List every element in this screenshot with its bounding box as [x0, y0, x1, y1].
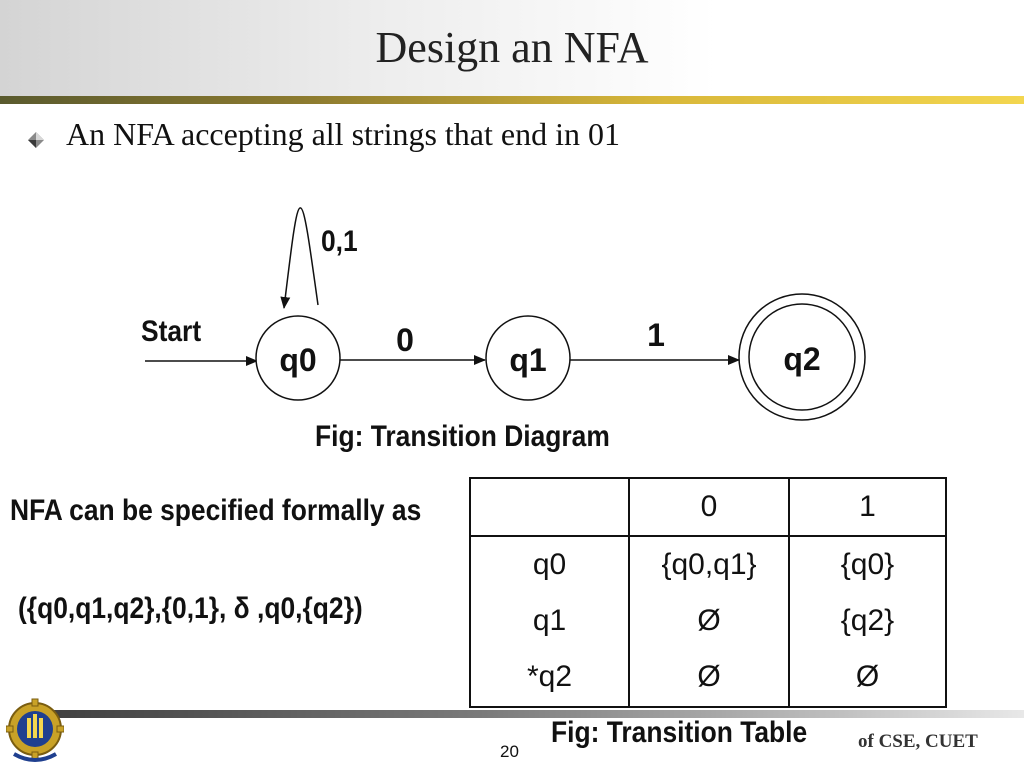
table-cell: {q0,q1} [661, 548, 757, 581]
transition-table [469, 477, 947, 708]
table-cell: Ø [855, 660, 880, 693]
footer-department: of CSE, CUET [858, 731, 978, 752]
table-header-row [470, 478, 946, 536]
table-cell: {q2} [840, 604, 895, 637]
table-body-row [470, 536, 946, 707]
table-cell: q1 [532, 604, 567, 637]
formal-tuple: ({q0,q1,q2},{0,1}, δ ,q0,{q2}) [18, 592, 363, 625]
table-cell: {q0} [840, 548, 895, 581]
bullet-text: An NFA accepting all strings that end in 01 [66, 116, 620, 152]
transition-q1-q2-label: 1 [647, 317, 665, 353]
table-input-1-column [789, 536, 946, 707]
university-logo [6, 698, 64, 764]
state-q0-label: q0 [279, 342, 317, 378]
table-input-0-column [629, 536, 789, 707]
footer-bar [44, 710, 1024, 718]
table-cell: *q2 [526, 660, 573, 693]
state-q1-label: q1 [509, 342, 547, 378]
table-states-column [470, 536, 629, 707]
slide-title: Design an NFA [375, 23, 649, 72]
transition-q0-q1-label: 0 [396, 322, 414, 358]
start-label: Start [141, 313, 202, 348]
table-caption: Fig: Transition Table [551, 716, 808, 749]
table-cell: q0 [532, 548, 567, 581]
table-header-cell [470, 478, 629, 536]
self-loop-label: 0,1 [321, 223, 358, 258]
formal-spec-label: NFA can be specified formally as [10, 494, 422, 527]
table-header-cell: 1 [789, 478, 946, 536]
state-q2-label: q2 [783, 341, 821, 377]
table-header-cell: 0 [629, 478, 789, 536]
self-loop-arrow [284, 208, 318, 308]
page-number: 20 [500, 742, 519, 761]
diagram-caption: Fig: Transition Diagram [315, 420, 610, 453]
table-cell: Ø [697, 660, 721, 693]
table-cell: Ø [697, 604, 721, 637]
